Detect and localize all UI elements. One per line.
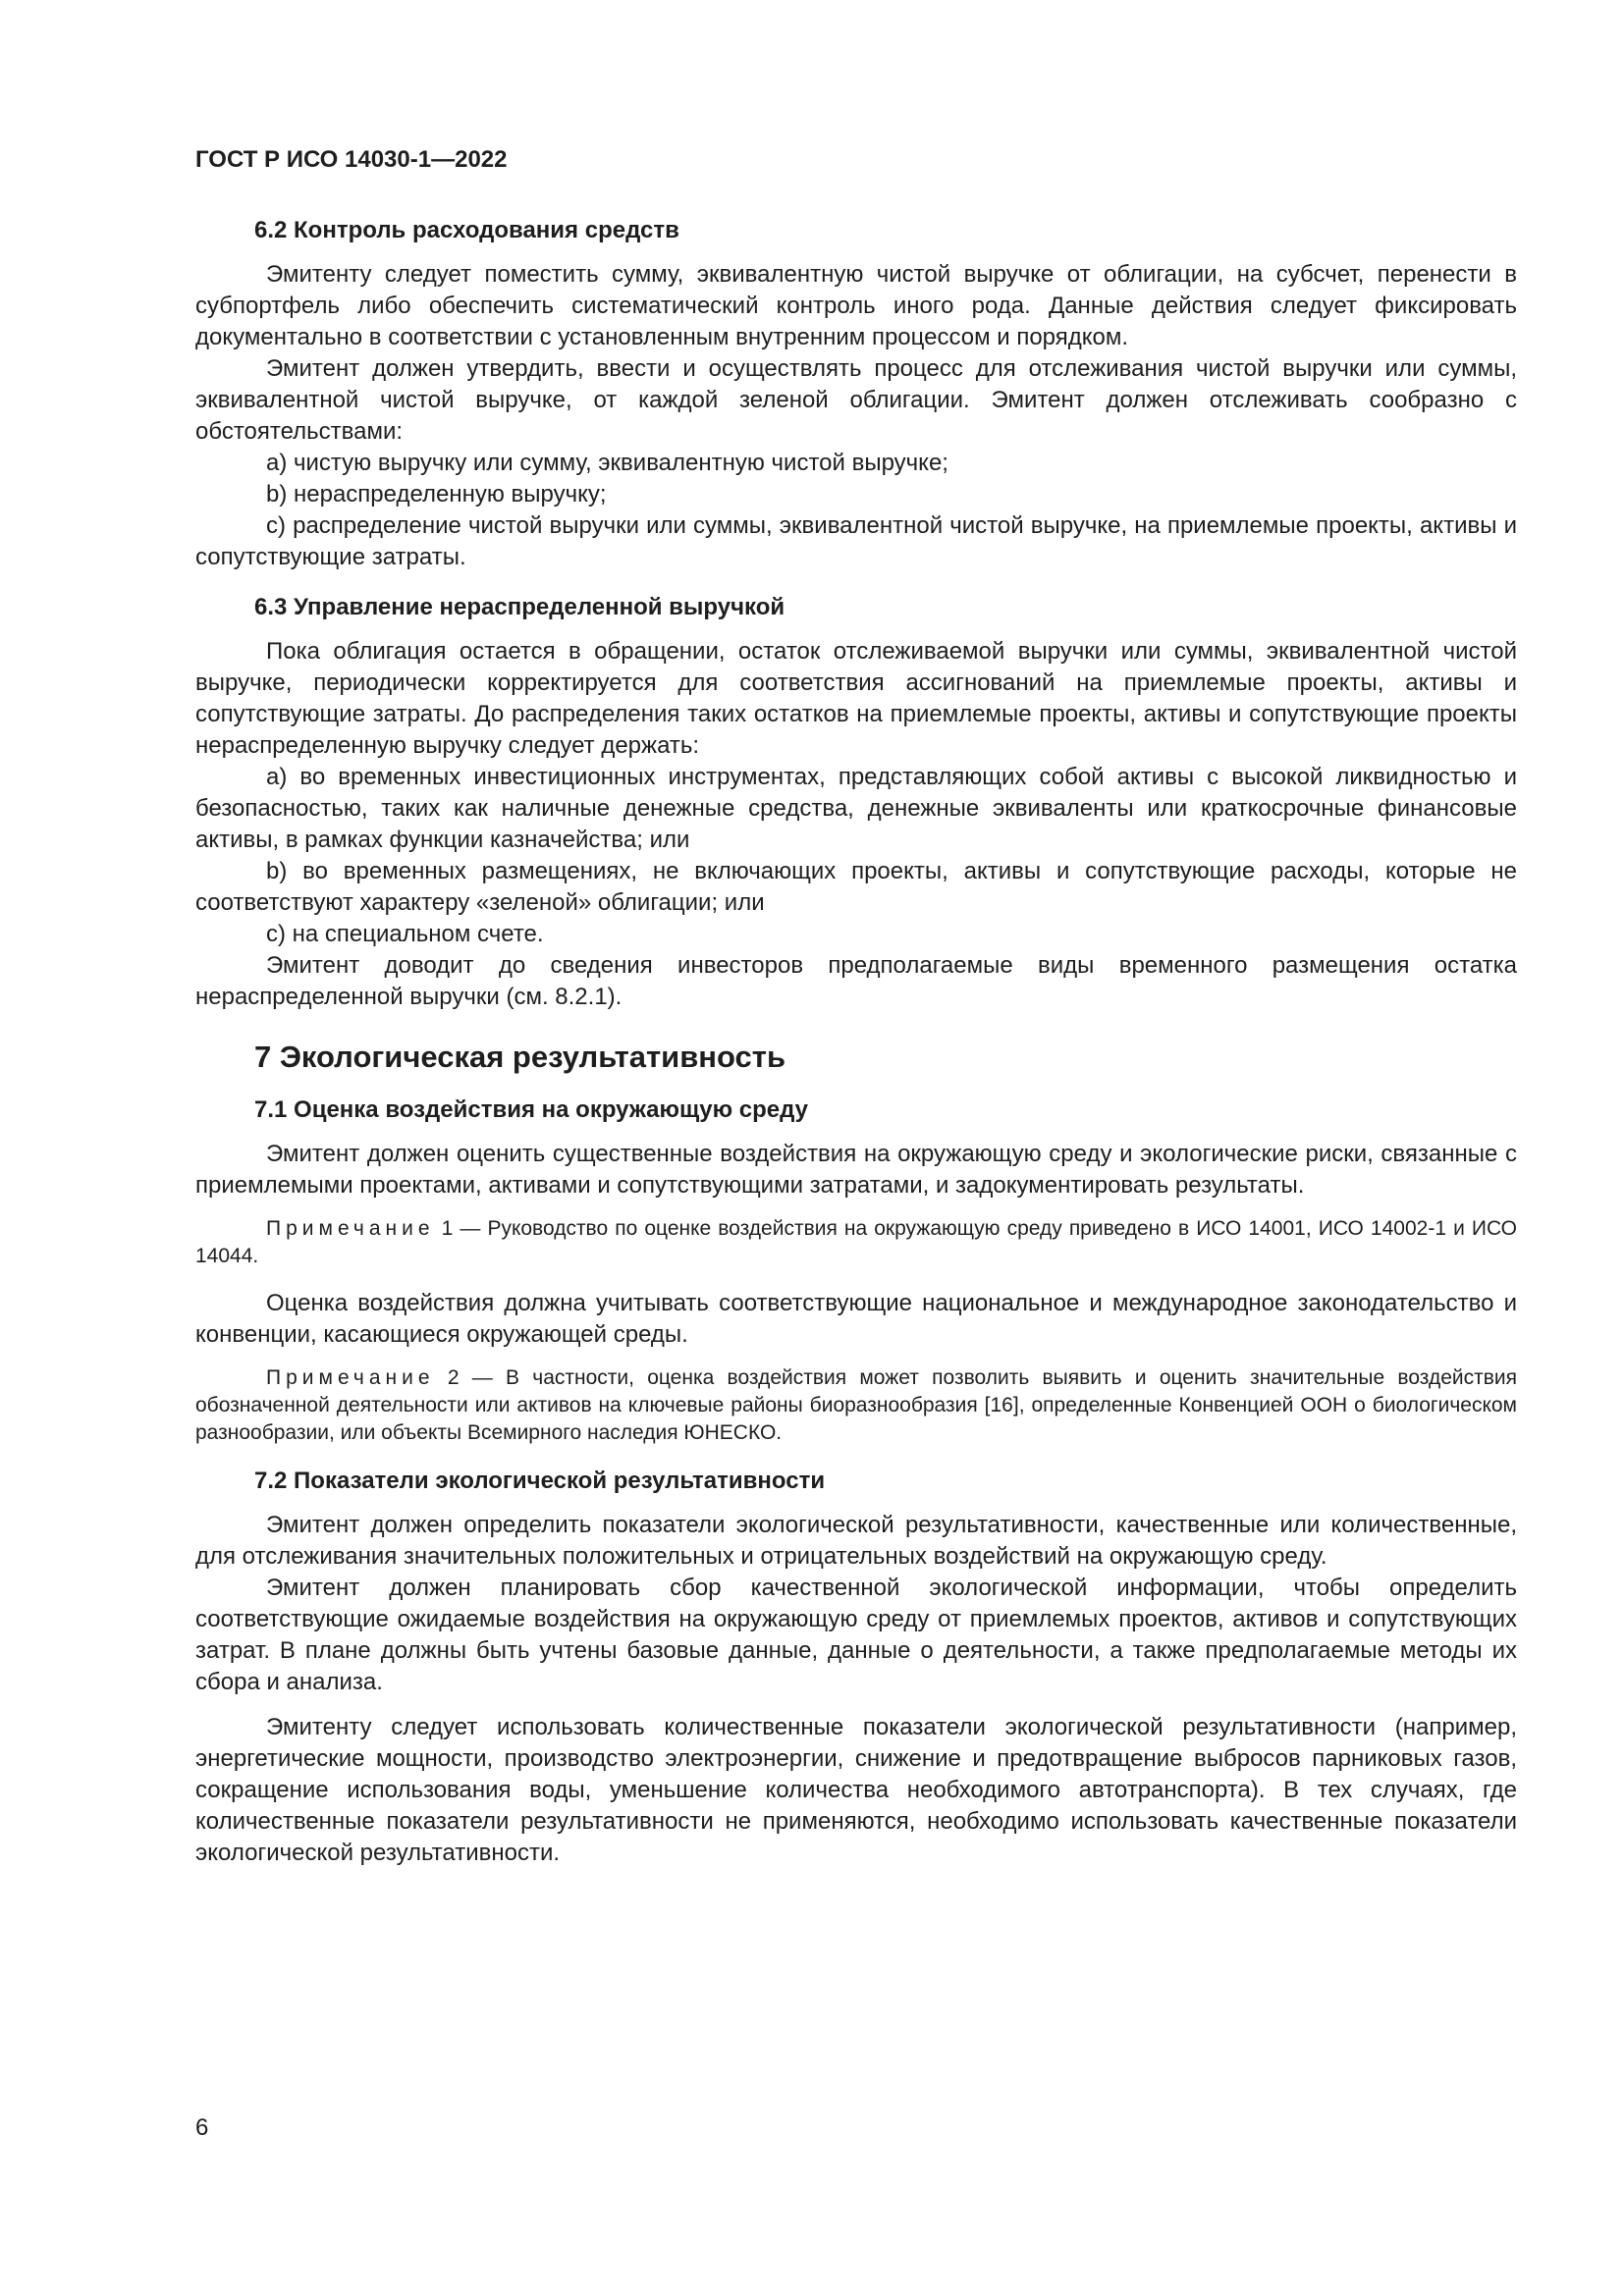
- document-page: [195, 145, 1517, 1869]
- section-7-1-heading: 7.1 Оценка воздействия на окружающую среду: [254, 1096, 808, 1123]
- paragraph: Эмитент доводит до сведения инвесторов предполагаемые виды временного размещения остатка нераспределенной выручки (см. 8.2.1).: [195, 952, 1517, 1010]
- document-code-header: ГОСТ Р ИСО 14030-1—2022: [195, 146, 508, 173]
- paragraph: Эмитент должен утвердить, ввести и осуществлять процесс для отслеживания чистой выручки или суммы, эквивалентной чистой выручке, от каждой зеленой облигации. Эмитент должен отслеживать сообразно с обстоятельствами:: [195, 355, 1517, 445]
- section-7-2-heading: 7.2 Показатели экологической результативности: [254, 1468, 826, 1494]
- list-item: a) во временных инвестиционных инструментах, представляющих собой активы с высокой ликвидностью и безопасностью, таких как наличные денежные средства, денежные эквиваленты или краткосрочные финансовые активы, в рамках функции казначейства; или: [195, 764, 1517, 853]
- note-2: [195, 1364, 1517, 1447]
- section-7-heading: 7 Экологическая результативность: [254, 1040, 786, 1074]
- paragraph: Эмитенту следует поместить сумму, эквивалентную чистой выручке от облигации, на субсчет, перенести в субпортфель либо обеспечить систематический контроль иного рода. Данные действия следует фиксировать документально в соответствии с установленным внутренним процессом и порядком.: [195, 261, 1517, 350]
- list-item: b) во временных размещениях, не включающих проекты, активы и сопутствующие расходы, которые не соответствуют характеру «зеленой» облигации; или: [195, 858, 1517, 916]
- note-label: Примечание: [266, 1217, 435, 1240]
- section-6-3: [195, 593, 1517, 1013]
- section-6-2: [195, 216, 1517, 573]
- paragraph: Эмитент должен планировать сбор качественной экологической информации, чтобы определить соответствующие ожидаемые воздействия на окружающую среду от приемлемых проектов, активов и сопутствующих затрат. В плане должны быть учтены базовые данные, данные о деятельности, а также предполагаемые методы их сбора и анализа.: [195, 1575, 1517, 1695]
- list-item: b) нераспределенную выручку;: [266, 481, 607, 507]
- note-label: Примечание: [266, 1366, 435, 1389]
- section-7-2: [195, 1467, 1517, 1869]
- list-item: a) чистую выручку или сумму, эквивалентную чистой выручке;: [266, 450, 948, 476]
- list-item: c) распределение чистой выручки или суммы, эквивалентной чистой выручке, на приемлемые проекты, активы и сопутствующие затраты.: [195, 512, 1517, 570]
- paragraph: Эмитент должен определить показатели экологической результативности, качественные или количественные, для отслеживания значительных положительных и отрицательных воздействий на окружающую среду.: [195, 1512, 1517, 1570]
- section-7: [195, 1039, 1517, 1869]
- note-text: 1 — Руководство по оценке воздействия на окружающую среду приведено в ИСО 14001, ИСО 14002-1 и ИСО 14044.: [195, 1217, 1517, 1267]
- paragraph: Оценка воздействия должна учитывать соответствующие национальное и международное законодательство и конвенции, касающиеся окружающей среды.: [195, 1290, 1517, 1348]
- paragraph: Эмитент должен оценить существенные воздействия на окружающую среду и экологические риски, связанные с приемлемыми проектами, активами и сопутствующими затратами, и задокументировать результаты.: [195, 1141, 1517, 1199]
- paragraph: Пока облигация остается в обращении, остаток отслеживаемой выручки или суммы, эквивалентной чистой выручке, периодически корректируется для соответствия ассигнований на приемлемые проекты, активы и сопутствующие затраты. До распределения таких остатков на приемлемые проекты, активы и сопутствующие проекты нераспределенную выручку следует держать:: [195, 638, 1517, 759]
- section-6-2-heading: 6.2 Контроль расходования средств: [254, 217, 679, 243]
- section-6-3-heading: 6.3 Управление нераспределенной выручкой: [254, 594, 785, 620]
- note-text: 2 — В частности, оценка воздействия может позволить выявить и оценить значительные воздействия обозначенной деятельности или активов на ключевые районы биоразнообразия [16], определенные Конвенцией ООН о биологическом разнообразии, или объекты Всемирного наследия ЮНЕСКО.: [195, 1366, 1517, 1444]
- section-7-1: [195, 1095, 1517, 1447]
- paragraph: Эмитенту следует использовать количественные показатели экологической результативности (например, энергетические мощности, производство электроэнергии, снижение и предотвращение выбросов парниковых газов, сокращение использования воды, уменьшение количества необходимого автотранспорта). В тех случаях, где количественные показатели результативности не применяются, необходимо использовать качественные показатели экологической результативности.: [195, 1714, 1517, 1866]
- page-number: 6: [195, 2114, 209, 2141]
- note-1: [195, 1215, 1517, 1270]
- list-item: c) на специальном счете.: [266, 921, 544, 947]
